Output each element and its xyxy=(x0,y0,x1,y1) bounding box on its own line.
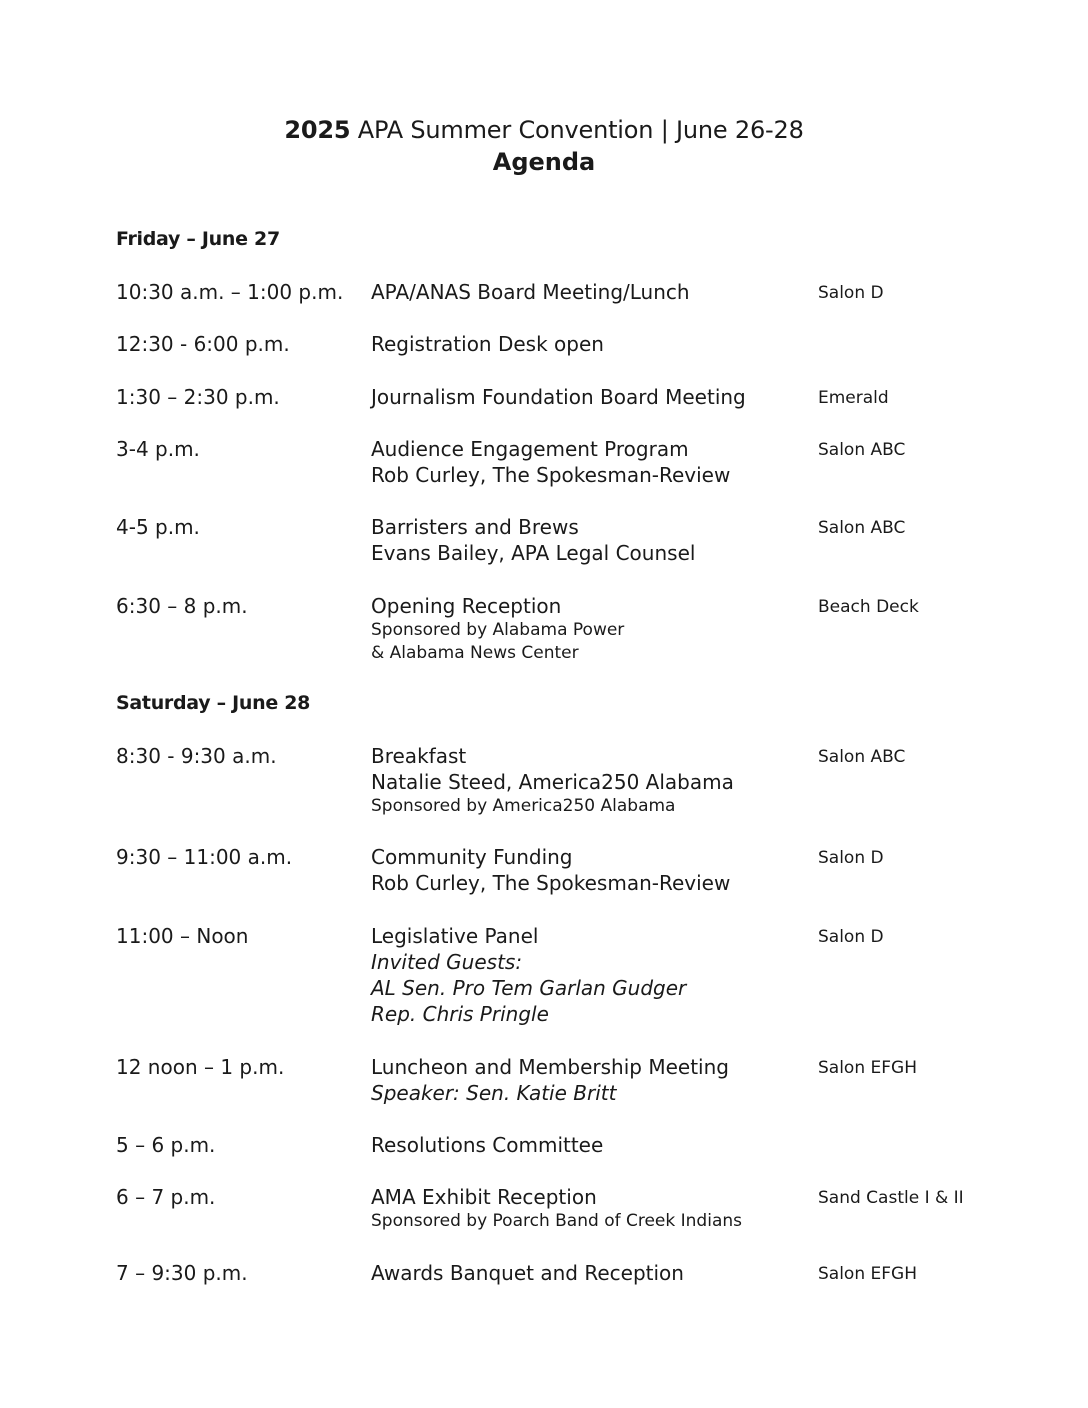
event-title: Barristers and Brews xyxy=(371,515,579,539)
event-title: Luncheon and Membership Meeting xyxy=(371,1055,729,1079)
invited-guest: AL Sen. Pro Tem Garlan Gudger xyxy=(371,976,687,1000)
event-location: Beach Deck xyxy=(818,597,919,617)
event-details xyxy=(371,1260,684,1286)
event-title: Journalism Foundation Board Meeting xyxy=(371,385,746,409)
event-sponsor: Sponsored by Alabama Power xyxy=(371,620,625,640)
event-time: 12 noon – 1 p.m. xyxy=(116,1055,285,1079)
event-details xyxy=(371,331,604,357)
event-title: Audience Engagement Program xyxy=(371,437,689,461)
event-time: 10:30 a.m. – 1:00 p.m. xyxy=(116,280,344,304)
event-details xyxy=(371,1184,742,1233)
event-time: 12:30 - 6:00 p.m. xyxy=(116,332,290,356)
invited-guests-label: Invited Guests: xyxy=(371,950,523,974)
event-details xyxy=(371,923,686,1027)
event-details xyxy=(371,436,730,488)
event-location: Salon EFGH xyxy=(818,1264,917,1284)
event-speaker: Evans Bailey, APA Legal Counsel xyxy=(371,541,696,565)
event-title: Awards Banquet and Reception xyxy=(371,1261,684,1285)
event-location: Salon EFGH xyxy=(818,1058,917,1078)
event-title: AMA Exhibit Reception xyxy=(371,1185,597,1209)
event-time: 4-5 p.m. xyxy=(116,515,200,539)
event-title: Community Funding xyxy=(371,845,573,869)
event-time: 3-4 p.m. xyxy=(116,437,200,461)
event-time: 6:30 – 8 p.m. xyxy=(116,594,248,618)
event-details xyxy=(371,384,746,410)
event-sponsor: Sponsored by America250 Alabama xyxy=(371,796,676,816)
event-location: Salon ABC xyxy=(818,747,906,767)
event-details xyxy=(371,1132,603,1158)
title-text: APA Summer Convention | June 26-28 xyxy=(350,116,804,144)
event-details xyxy=(371,1054,729,1106)
event-title: APA/ANAS Board Meeting/Lunch xyxy=(371,280,690,304)
event-time: 6 – 7 p.m. xyxy=(116,1185,216,1209)
event-location: Salon D xyxy=(818,848,884,868)
event-location: Salon D xyxy=(818,283,884,303)
document-header xyxy=(0,114,1088,178)
event-details xyxy=(371,743,734,818)
event-speaker: Natalie Steed, America250 Alabama xyxy=(371,770,734,794)
event-details xyxy=(371,593,624,665)
event-sponsor: & Alabama News Center xyxy=(371,643,579,663)
event-location: Salon ABC xyxy=(818,518,906,538)
event-time: 1:30 – 2:30 p.m. xyxy=(116,385,280,409)
event-time: 8:30 - 9:30 a.m. xyxy=(116,744,277,768)
title-year: 2025 xyxy=(284,116,351,144)
event-title: Breakfast xyxy=(371,744,467,768)
event-time: 11:00 – Noon xyxy=(116,924,249,948)
event-speaker: Rob Curley, The Spokesman-Review xyxy=(371,871,731,895)
event-details xyxy=(371,514,695,566)
event-details xyxy=(371,844,730,896)
event-time: 7 – 9:30 p.m. xyxy=(116,1261,248,1285)
event-speaker: Speaker: Sen. Katie Britt xyxy=(371,1081,617,1105)
event-details xyxy=(371,279,690,305)
event-sponsor: Sponsored by Poarch Band of Creek Indians xyxy=(371,1211,742,1231)
event-title: Opening Reception xyxy=(371,594,562,618)
event-speaker: Rob Curley, The Spokesman-Review xyxy=(371,463,731,487)
event-location: Salon D xyxy=(818,927,884,947)
event-time: 5 – 6 p.m. xyxy=(116,1133,216,1157)
event-time: 9:30 – 11:00 a.m. xyxy=(116,845,293,869)
event-title: Resolutions Committee xyxy=(371,1133,604,1157)
document-subtitle: Agenda xyxy=(492,148,596,176)
event-title: Legislative Panel xyxy=(371,924,539,948)
document-title xyxy=(0,114,1088,146)
event-location: Sand Castle I & II xyxy=(818,1188,964,1208)
event-title: Registration Desk open xyxy=(371,332,604,356)
invited-guest: Rep. Chris Pringle xyxy=(371,1002,549,1026)
day-heading-friday: Friday – June 27 xyxy=(116,228,280,250)
day-heading-saturday: Saturday – June 28 xyxy=(116,692,311,714)
event-location: Salon ABC xyxy=(818,440,906,460)
event-location: Emerald xyxy=(818,388,889,408)
